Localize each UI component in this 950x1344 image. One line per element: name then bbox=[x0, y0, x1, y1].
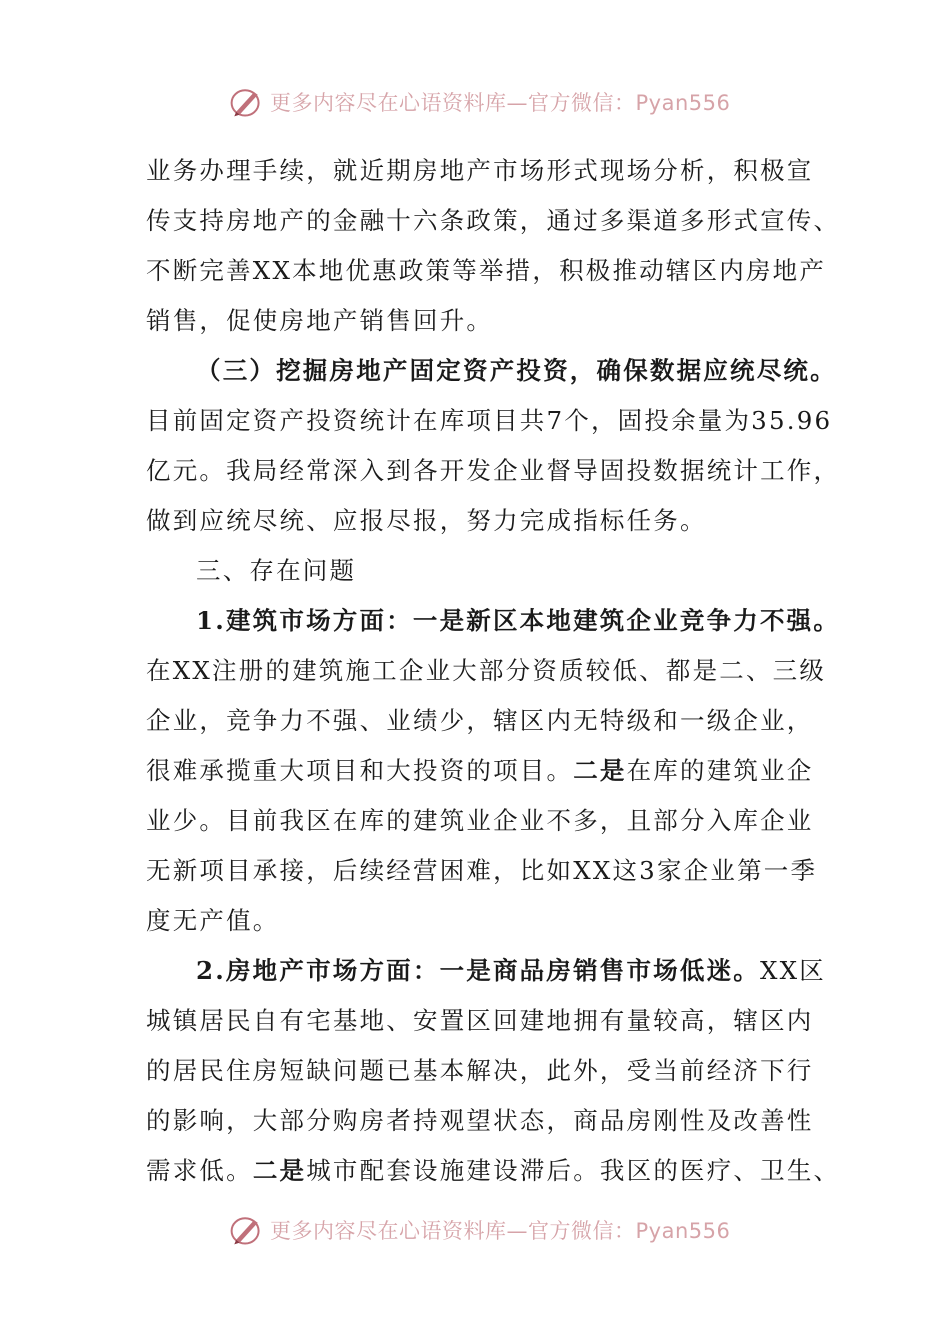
paragraph bbox=[146, 946, 841, 1196]
text-line bbox=[146, 246, 827, 296]
header-watermark bbox=[228, 82, 730, 122]
text-line bbox=[146, 796, 814, 846]
text-line bbox=[146, 946, 826, 996]
paragraph bbox=[146, 546, 806, 596]
text-line bbox=[146, 196, 841, 246]
watermark-text: 更多内容尽在心语资料库—官方微信：Pyan556 bbox=[270, 91, 731, 115]
text-segment: 在库的建筑业企 bbox=[626, 756, 814, 785]
text-segment: 无新项目承接，后续经营困难，比如XX这3家企业第一季 bbox=[146, 856, 818, 885]
text-line bbox=[146, 296, 806, 346]
bold-text-segment: 1.建筑市场方面：一是新区本地建筑企业竞争力不强。 bbox=[196, 606, 841, 635]
text-segment: 销售，促使房地产销售回升。 bbox=[146, 306, 494, 335]
text-line bbox=[146, 1146, 841, 1196]
text-line bbox=[146, 346, 837, 396]
text-segment: 很难承揽重大项目和大投资的项目。 bbox=[146, 756, 574, 785]
bold-text-segment: 二是 bbox=[252, 1156, 307, 1185]
paragraph bbox=[146, 146, 841, 346]
text-segment: 需求低。 bbox=[146, 1156, 253, 1185]
text-segment: 度无产值。 bbox=[146, 906, 280, 935]
text-line bbox=[146, 746, 814, 796]
paragraph bbox=[146, 596, 841, 946]
text-segment: 在XX注册的建筑施工企业大部分资质较低、都是二、三级 bbox=[146, 656, 827, 685]
text-line bbox=[146, 446, 841, 496]
text-segment: 业务办理手续，就近期房地产市场形式现场分析，积极宣 bbox=[146, 156, 814, 185]
footer-watermark bbox=[228, 1210, 730, 1250]
text-line bbox=[146, 996, 814, 1046]
text-line bbox=[146, 146, 814, 196]
text-segment: 亿元。我局经常深入到各开发企业督导固投数据统计工作， bbox=[146, 456, 841, 485]
document-body bbox=[146, 146, 841, 1196]
bold-text-segment: （三）挖掘房地产固定资产投资，确保数据应统尽统。 bbox=[196, 356, 837, 385]
text-segment: 的居民住房短缺问题已基本解决，此外，受当前经济下行 bbox=[146, 1056, 814, 1085]
text-line bbox=[146, 846, 818, 896]
text-segment: 传支持房地产的金融十六条政策，通过多渠道多形式宣传、 bbox=[146, 206, 841, 235]
text-line bbox=[146, 696, 814, 746]
text-segment: 业少。目前我区在库的建筑业企业不多，且部分入库企业 bbox=[146, 806, 814, 835]
text-line bbox=[146, 1096, 814, 1146]
text-line bbox=[146, 596, 841, 646]
pen-logo-icon bbox=[228, 84, 264, 120]
text-segment: XX区 bbox=[759, 956, 826, 985]
text-segment: 目前固定资产投资统计在库项目共7个，固投余量为35.96 bbox=[146, 406, 833, 435]
text-segment: 三、存在问题 bbox=[196, 556, 357, 585]
text-segment: 的影响，大部分购房者持观望状态，商品房刚性及改善性 bbox=[146, 1106, 814, 1135]
paragraph bbox=[146, 346, 841, 546]
bold-text-segment: 二是 bbox=[573, 756, 627, 785]
text-line bbox=[146, 396, 833, 446]
text-line bbox=[146, 496, 806, 546]
text-segment: 企业，竞争力不强、业绩少，辖区内无特级和一级企业， bbox=[146, 706, 814, 735]
text-line bbox=[146, 546, 806, 596]
text-line bbox=[146, 1046, 814, 1096]
text-line bbox=[146, 896, 806, 946]
text-segment: 城镇居民自有宅基地、安置区回建地拥有量较高，辖区内 bbox=[146, 1006, 814, 1035]
pen-logo-icon bbox=[228, 1212, 264, 1248]
watermark-text: 更多内容尽在心语资料库—官方微信：Pyan556 bbox=[270, 1219, 731, 1243]
text-segment: 不断完善XX本地优惠政策等举措，积极推动辖区内房地产 bbox=[146, 256, 827, 285]
text-segment: 做到应统尽统、应报尽报，努力完成指标任务。 bbox=[146, 506, 707, 535]
bold-text-segment: 2.房地产市场方面：一是商品房销售市场低迷。 bbox=[196, 956, 760, 985]
text-segment: 城市配套设施建设滞后。我区的医疗、卫生、 bbox=[306, 1156, 841, 1185]
text-line bbox=[146, 646, 827, 696]
